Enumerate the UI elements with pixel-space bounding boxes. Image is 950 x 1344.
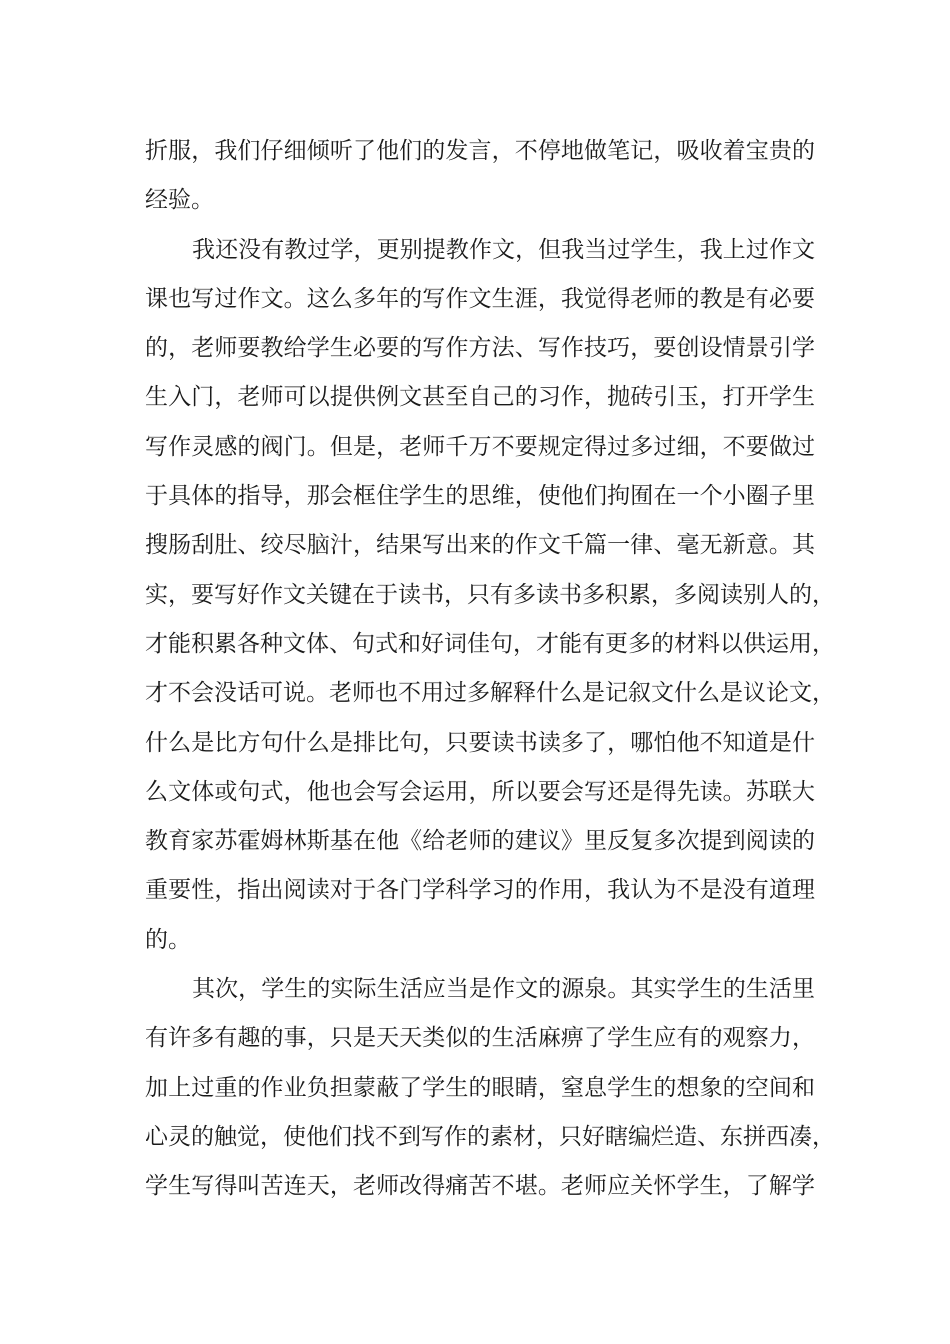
text-line: 心灵的触觉，使他们找不到写作的素材，只好瞎编烂造、东拼西凑， (145, 1123, 835, 1150)
text-line: 于具体的指导，那会框住学生的思维，使他们拘囿在一个小圈子里 (145, 483, 815, 510)
text-line: 的，老师要教给学生必要的写作方法、写作技巧，要创设情景引学 (145, 335, 815, 362)
body-text (145, 131, 835, 1216)
paragraph-start-line: 其次，学生的实际生活应当是作文的源泉。其实学生的生活里 (192, 976, 815, 1003)
text-line: 课也写过作文。这么多年的写作文生涯，我觉得老师的教是有必要 (145, 285, 815, 312)
text-line: 才能积累各种文体、句式和好词佳句，才能有更多的材料以供运用， (145, 630, 835, 657)
text-line: 加上过重的作业负担蒙蔽了学生的眼睛，窒息学生的想象的空间和 (145, 1074, 815, 1101)
text-line: 才不会没话可说。老师也不用过多解释什么是记叙文什么是议论文， (145, 680, 835, 707)
text-line: 学生写得叫苦连天，老师改得痛苦不堪。老师应关怀学生，了解学 (145, 1173, 815, 1200)
text-line: 实，要写好作文关键在于读书，只有多读书多积累，多阅读别人的， (145, 581, 835, 608)
text-line: 什么是比方句什么是排比句，只要读书读多了，哪怕他不知道是什 (145, 729, 815, 756)
text-line: 重要性，指出阅读对于各门学科学习的作用，我认为不是没有道理 (145, 877, 815, 904)
text-line: 折服，我们仔细倾听了他们的发言，不停地做笔记，吸收着宝贵的 (145, 138, 815, 164)
text-line: 写作灵感的阀门。但是，老师千万不要规定得过多过细，不要做过 (145, 433, 815, 460)
text-line: 经验。 (145, 187, 214, 214)
text-line: 么文体或句式，他也会写会运用，所以要会写还是得先读。苏联大 (145, 778, 815, 805)
text-line: 的。 (145, 926, 191, 953)
text-line: 教育家苏霍姆林斯基在他《给老师的建议》里反复多次提到阅读的 (145, 828, 815, 855)
text-line: 生入门，老师可以提供例文甚至自己的习作，抛砖引玉，打开学生 (145, 384, 815, 411)
text-line: 搜肠刮肚、绞尽脑汁，结果写出来的作文千篇一律、毫无新意。其 (145, 532, 815, 559)
paragraph-start-line: 我还没有教过学，更别提教作文，但我当过学生，我上过作文 (192, 236, 815, 263)
text-line: 有许多有趣的事，只是天天类似的生活麻痹了学生应有的观察力， (145, 1025, 815, 1052)
